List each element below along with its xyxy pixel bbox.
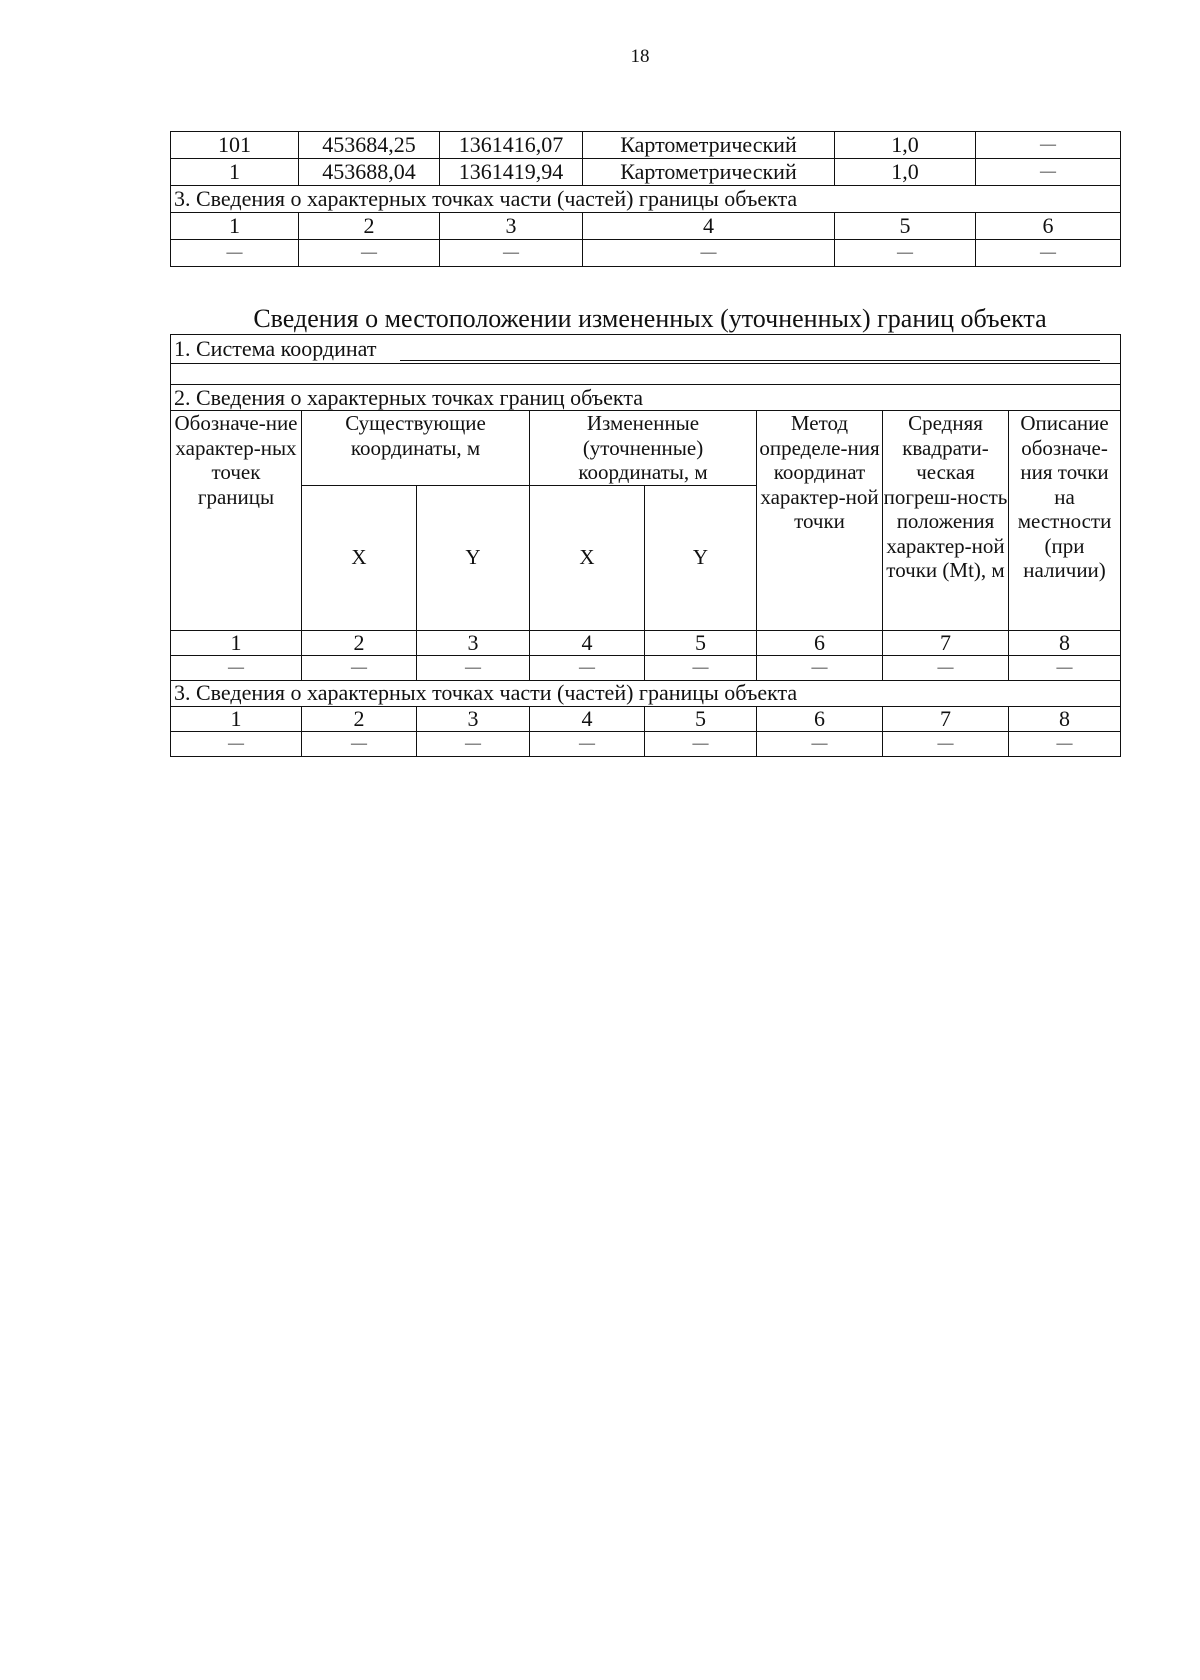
col-number: 8 xyxy=(1009,630,1121,655)
dash-cell: — xyxy=(171,240,299,267)
point-id: 101 xyxy=(171,132,299,159)
dash-cell: — xyxy=(417,655,530,680)
dash-cell: — xyxy=(171,655,302,680)
col-number: 3 xyxy=(440,213,583,240)
dash-row xyxy=(171,731,1121,756)
dash-cell: — xyxy=(645,731,757,756)
error: 1,0 xyxy=(835,132,976,159)
dash-cell: — xyxy=(976,240,1121,267)
spacer-row xyxy=(171,364,1121,385)
dash-cell: — xyxy=(835,240,976,267)
col-number: 4 xyxy=(530,706,645,731)
header-error: Средняя квадрати-ческая погреш-ность положения характер-ной точки (Mt), м xyxy=(883,411,1009,631)
table-row xyxy=(171,159,1121,186)
axis-x-changed: X xyxy=(530,485,645,630)
col-number: 2 xyxy=(299,213,440,240)
section-row xyxy=(171,385,1121,411)
dash-cell: — xyxy=(530,731,645,756)
axis-y-existing: Y xyxy=(417,485,530,630)
description: — xyxy=(976,159,1121,186)
coordinate-system-row xyxy=(171,335,1121,364)
column-numbers-row xyxy=(171,630,1121,655)
col-number: 1 xyxy=(171,706,302,731)
header-changed: Измененные (уточненные) координаты, м xyxy=(530,411,757,486)
dash-row xyxy=(171,655,1121,680)
col-number: 4 xyxy=(530,630,645,655)
description: — xyxy=(976,132,1121,159)
col-number: 4 xyxy=(583,213,835,240)
changed-boundaries-table xyxy=(170,334,1121,757)
coordinate-system-label: 1. Система координат xyxy=(174,336,377,361)
col-number: 2 xyxy=(302,706,417,731)
col-number: 5 xyxy=(645,706,757,731)
column-numbers-row xyxy=(171,706,1121,731)
coord-y: 1361416,07 xyxy=(440,132,583,159)
table-row xyxy=(171,132,1121,159)
dash-cell: — xyxy=(302,731,417,756)
section-2-title: 2. Сведения о характерных точках границ объекта xyxy=(171,385,1121,411)
axis-y-changed: Y xyxy=(645,485,757,630)
section-row xyxy=(171,186,1121,213)
error: 1,0 xyxy=(835,159,976,186)
dash-cell: — xyxy=(302,655,417,680)
section-3-title: 3. Сведения о характерных точках части (частей) границы объекта xyxy=(171,680,1121,706)
col-number: 1 xyxy=(171,630,302,655)
dash-cell: — xyxy=(757,655,883,680)
coordinate-system-line xyxy=(400,340,1100,361)
method: Картометрический xyxy=(583,132,835,159)
dash-cell: — xyxy=(1009,655,1121,680)
dash-cell: — xyxy=(883,655,1009,680)
col-number: 5 xyxy=(835,213,976,240)
dash-cell: — xyxy=(417,731,530,756)
col-number: 6 xyxy=(757,706,883,731)
boundary-points-table xyxy=(170,131,1121,267)
header-description: Описание обозначе-ния точки на местности (при наличии) xyxy=(1009,411,1121,631)
coord-y: 1361419,94 xyxy=(440,159,583,186)
point-id: 1 xyxy=(171,159,299,186)
section-title: Сведения о местоположении измененных (уточненных) границ объекта xyxy=(253,304,1047,333)
section-row xyxy=(171,680,1121,706)
dash-cell: — xyxy=(757,731,883,756)
dash-cell: — xyxy=(583,240,835,267)
col-number: 3 xyxy=(417,706,530,731)
axis-x-existing: X xyxy=(302,485,417,630)
dash-cell: — xyxy=(299,240,440,267)
coord-x: 453688,04 xyxy=(299,159,440,186)
page-number: 18 xyxy=(630,46,650,67)
col-number: 7 xyxy=(883,630,1009,655)
col-number: 1 xyxy=(171,213,299,240)
dash-cell: — xyxy=(645,655,757,680)
col-number: 8 xyxy=(1009,706,1121,731)
header-existing: Существующие координаты, м xyxy=(302,411,530,486)
coord-x: 453684,25 xyxy=(299,132,440,159)
col-number: 6 xyxy=(976,213,1121,240)
col-number: 3 xyxy=(417,630,530,655)
header-designation: Обозначе-ние характер-ных точек границы xyxy=(171,411,302,631)
dash-cell: — xyxy=(440,240,583,267)
header-method: Метод определе-ния координат характер-ной точки xyxy=(757,411,883,631)
dash-cell: — xyxy=(883,731,1009,756)
col-number: 2 xyxy=(302,630,417,655)
dash-row xyxy=(171,240,1121,267)
section-3-title: 3. Сведения о характерных точках части (частей) границы объекта xyxy=(171,186,1121,213)
dash-cell: — xyxy=(1009,731,1121,756)
col-number: 6 xyxy=(757,630,883,655)
col-number: 5 xyxy=(645,630,757,655)
header-row xyxy=(171,411,1121,486)
empty-cell xyxy=(171,364,1121,385)
col-number: 7 xyxy=(883,706,1009,731)
column-numbers-row xyxy=(171,213,1121,240)
dash-cell: — xyxy=(171,731,302,756)
method: Картометрический xyxy=(583,159,835,186)
dash-cell: — xyxy=(530,655,645,680)
coordinate-system-field xyxy=(171,335,1121,364)
